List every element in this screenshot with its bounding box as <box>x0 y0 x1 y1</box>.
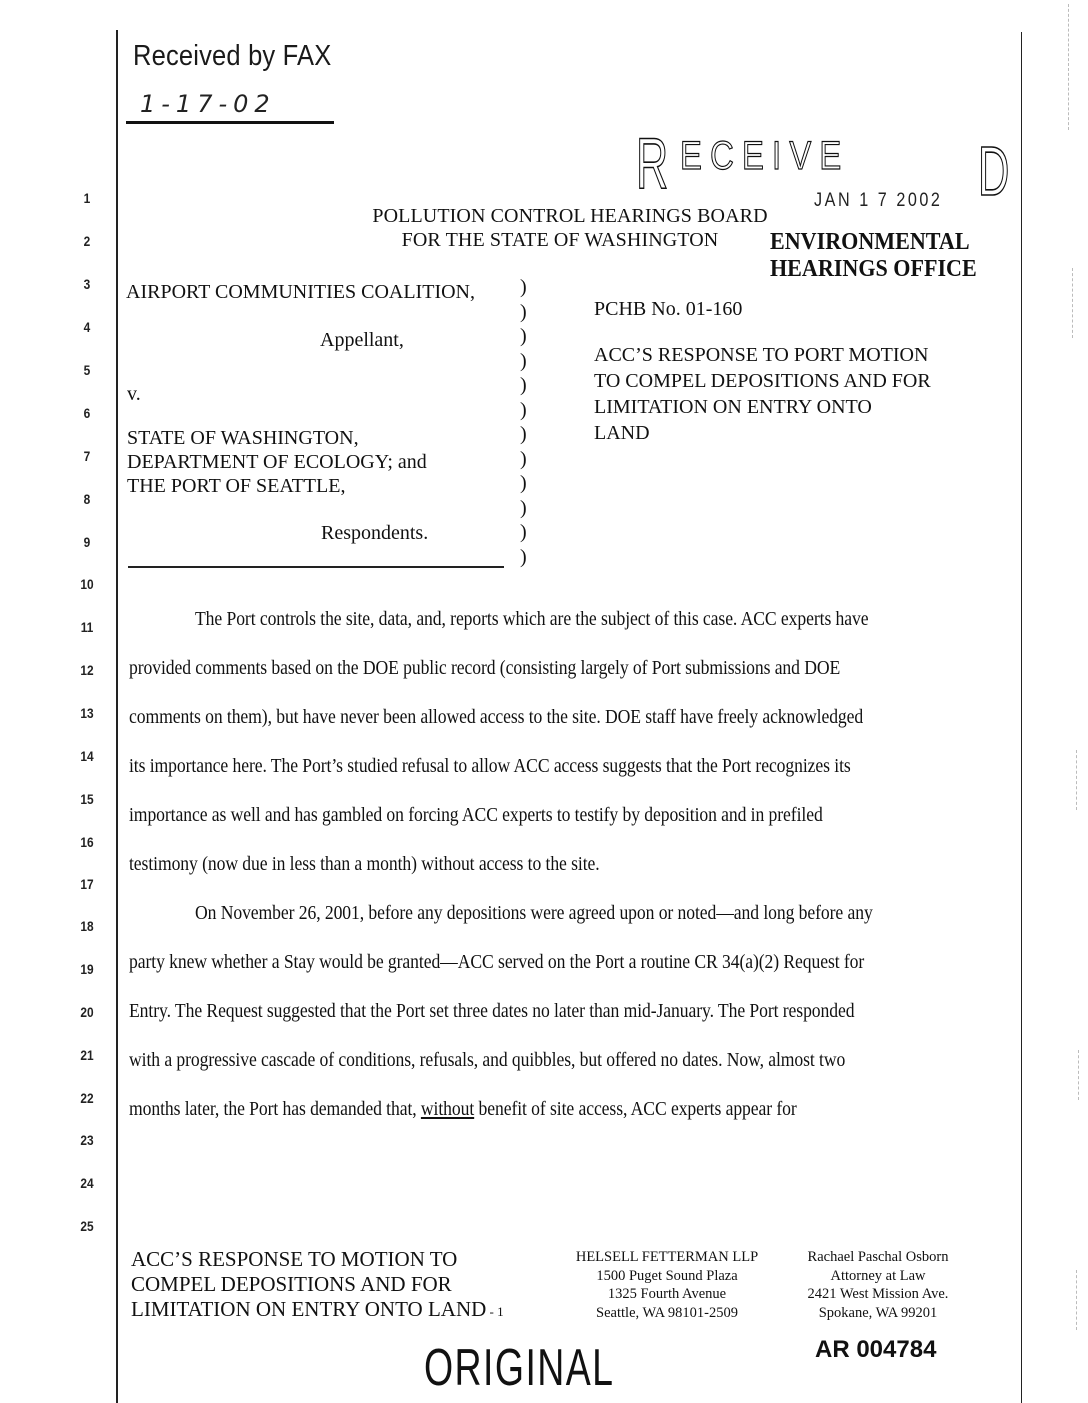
body-text-span: benefit of site access, ACC experts appear for <box>474 1098 797 1120</box>
caption-parens <box>520 275 527 569</box>
firm-address-2: 1325 Fourth Avenue <box>607 1286 727 1302</box>
received-stamp-last-letter: D <box>978 132 1010 210</box>
attorney-title: Attorney at Law <box>830 1267 926 1284</box>
court-state: FOR THE STATE OF WASHINGTON <box>401 229 719 251</box>
line-number: 21 <box>80 1047 94 1063</box>
fax-handwritten-date: 1-17-02 <box>140 90 276 118</box>
fax-underline <box>126 121 334 124</box>
scan-artifact-line <box>1076 1270 1077 1330</box>
line-number: 9 <box>83 534 91 550</box>
attorney-city: Spokane, WA 99201 <box>818 1304 938 1321</box>
body-line-last <box>129 1098 797 1121</box>
footer-title-line <box>131 1297 504 1324</box>
paren: ) <box>520 300 527 323</box>
line-number: 16 <box>80 834 94 850</box>
line-number: 20 <box>80 1004 94 1020</box>
line-number: 25 <box>80 1218 94 1234</box>
office-line-2: HEARINGS OFFICE <box>770 256 977 282</box>
paren: ) <box>520 521 527 543</box>
firm-city: Seattle, WA 98101-2509 <box>596 1304 738 1321</box>
line-number: 19 <box>80 961 94 977</box>
paren: ) <box>520 276 527 298</box>
body-line: its importance here. The Port’s studied refusal to allow ACC access suggests that the Port recognizes its <box>129 755 851 777</box>
line-number: 13 <box>80 705 94 721</box>
versus: v. <box>127 383 141 405</box>
right-margin-rule <box>1021 32 1022 1403</box>
paren: ) <box>520 472 527 494</box>
line-number: 22 <box>80 1090 94 1106</box>
line-number: 3 <box>83 276 91 292</box>
law-firm-block <box>560 1248 774 1322</box>
respondents-role: Respondents. <box>321 522 429 544</box>
body-line: On November 26, 2001, before any depositions were agreed upon or noted—and long before any <box>195 902 873 924</box>
body-line: Entry. The Request suggested that the Port set three dates no later than mid-January. The Port responded <box>129 1000 855 1022</box>
footer-title-text: LIMITATION ON ENTRY ONTO LAND <box>131 1297 487 1321</box>
respondents-names <box>127 426 427 498</box>
attorney-block <box>787 1248 969 1322</box>
scan-artifact-line <box>1068 4 1069 130</box>
firm-name: HELSELL FETTERMAN LLP <box>575 1249 759 1265</box>
paren: ) <box>520 325 527 347</box>
respondent-line: STATE OF WASHINGTON, <box>127 427 359 449</box>
received-stamp-first-letter: R <box>636 124 669 204</box>
body-line: provided comments based on the DOE public record (consisting largely of Port submissions and DOE <box>129 657 841 679</box>
line-number: 15 <box>80 791 94 807</box>
paren: ) <box>520 423 527 445</box>
page-number: - 1 <box>486 1304 504 1319</box>
line-number: 6 <box>83 405 91 421</box>
line-number: 1 <box>83 190 91 206</box>
body-line: comments on them), but have never been allowed access to the site. DOE staff have freely acknowledged <box>129 706 864 728</box>
received-stamp-office <box>770 229 977 283</box>
body-line: importance as well and has gambled on forcing ACC experts to testify by deposition and in prefiled <box>129 804 823 826</box>
paren: ) <box>520 398 527 421</box>
footer-title-line: ACC’S RESPONSE TO MOTION TO <box>131 1247 458 1271</box>
paren: ) <box>520 545 527 568</box>
scan-artifact-line <box>1076 750 1077 810</box>
original-stamp: ORIGINAL <box>424 1339 615 1397</box>
attorney-address: 2421 West Mission Ave. <box>807 1286 949 1302</box>
footer-document-title <box>131 1247 504 1324</box>
document-title <box>594 342 931 446</box>
bates-number: AR 004784 <box>815 1336 937 1363</box>
attorney-name: Rachael Paschal Osborn <box>807 1249 949 1265</box>
appellant-role: Appellant, <box>320 329 404 351</box>
document-title-line: ACC’S RESPONSE TO PORT MOTION <box>594 344 929 366</box>
case-number: PCHB No. 01-160 <box>594 298 743 320</box>
paren: ) <box>520 496 527 519</box>
scan-artifact-line <box>1078 1050 1079 1100</box>
document-title-line: TO COMPEL DEPOSITIONS AND FOR <box>594 370 931 392</box>
line-number: 11 <box>80 619 94 635</box>
underlined-word: without <box>420 1098 475 1120</box>
line-number: 24 <box>80 1175 94 1191</box>
document-title-line: LAND <box>594 422 650 444</box>
body-line: party knew whether a Stay would be granted—ACC served on the Port a routine CR 34(a)(2) Request for <box>129 951 865 973</box>
line-number: 10 <box>80 576 94 592</box>
received-stamp-middle: ECEIVE <box>680 134 850 178</box>
office-line-1: ENVIRONMENTAL <box>770 229 970 255</box>
line-number: 8 <box>83 491 91 507</box>
footer-title-line: COMPEL DEPOSITIONS AND FOR <box>131 1272 452 1296</box>
court-heading <box>350 204 790 252</box>
body-text-span: months later, the Port has demanded that, <box>129 1098 421 1120</box>
line-number: 12 <box>80 662 94 678</box>
line-number: 7 <box>83 448 91 464</box>
body-line: testimony (now due in less than a month) without access to the site. <box>129 853 600 875</box>
line-number: 5 <box>83 362 91 378</box>
respondent-line: DEPARTMENT OF ECOLOGY; and <box>127 451 427 473</box>
line-number: 18 <box>80 918 94 934</box>
scan-artifact-line <box>1072 268 1073 338</box>
line-number: 14 <box>80 748 94 764</box>
firm-address-1: 1500 Puget Sound Plaza <box>596 1267 738 1284</box>
court-name: POLLUTION CONTROL HEARINGS BOARD <box>372 205 768 227</box>
line-number: 2 <box>83 233 91 249</box>
body-line: with a progressive cascade of conditions, refusals, and quibbles, but offered no dates. Now, almost two <box>129 1049 846 1071</box>
line-number: 4 <box>83 319 91 335</box>
caption-rule <box>128 566 504 568</box>
respondent-line: THE PORT OF SEATTLE, <box>127 475 346 497</box>
document-title-line: LIMITATION ON ENTRY ONTO <box>594 396 872 418</box>
line-number: 23 <box>80 1132 94 1148</box>
fax-received-label: Received by FAX <box>133 40 332 72</box>
paren: ) <box>520 447 527 470</box>
left-margin-rule <box>116 30 118 1403</box>
appellant-name: AIRPORT COMMUNITIES COALITION, <box>126 281 475 303</box>
body-line: The Port controls the site, data, and, reports which are the subject of this case. ACC experts have <box>195 608 869 630</box>
paren: ) <box>520 374 527 396</box>
line-number: 17 <box>80 876 94 892</box>
received-stamp-date: JAN 1 7 2002 <box>814 190 943 211</box>
paren: ) <box>520 349 527 372</box>
